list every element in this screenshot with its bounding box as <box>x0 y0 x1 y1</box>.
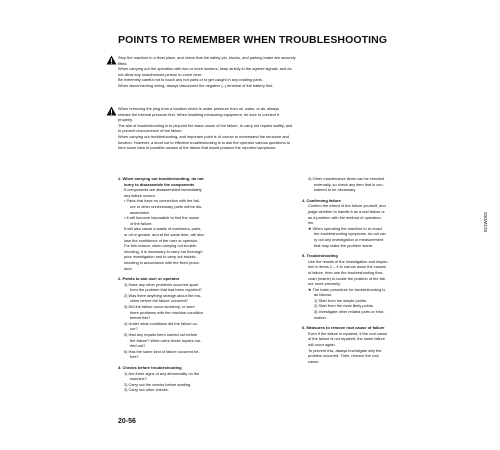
text-line: To prevent this, always investigate why the <box>308 347 382 353</box>
text-line: 1) Have any other problems occurred apart <box>124 281 199 287</box>
section <box>118 365 296 393</box>
text-line: 3) Carry out other checks. <box>124 387 169 393</box>
text-line: For this reason, when carrying out trouble- <box>124 243 198 249</box>
text-line: • Parts that have no connection with the fail- <box>124 198 200 204</box>
text-line: ry out any investigation or measurement <box>314 236 384 242</box>
right-column <box>302 176 480 369</box>
section-title: 6. Measures to remove root cause of failure <box>302 325 385 331</box>
warning-line: When carrying out troubleshooting, and important point is of course to understand the structure and <box>118 133 289 139</box>
text-line: sidered to be necessary. <box>314 187 357 193</box>
text-line: 4) Other maintenance items can be checked <box>308 176 385 181</box>
text-line: chine before the failure occurred? <box>130 298 188 304</box>
text-line: shooting, it is necessary to carry out thorough <box>124 248 203 254</box>
warning-line: Stop the machine in a level place, and check that the safety pin, blocks, and parking brake are securely <box>118 55 296 60</box>
text-line: ★ The basic procedure for troubleshooting is <box>308 286 386 292</box>
text-line: prior investigation and to carry out trouble- <box>124 254 197 260</box>
warning-line: function. However, a short cut to effective troubleshooting is to ask the operator various questions to <box>118 139 290 145</box>
text-line: tion in items 2 – 4 to narrow down the causes <box>308 264 387 270</box>
text-line: problem occurred. Then, remove the root <box>308 353 379 359</box>
page-number: 20-56 <box>118 418 136 425</box>
text-line: there problems with the machine condition <box>130 309 203 315</box>
warning-line: When carrying out the operation with two or more workers, keep strictly to the agreed signals, and do <box>118 66 292 72</box>
text-line: 1) Are there signs of any abnormality on the <box>124 370 200 376</box>
text-line: hurry to disassemble the components <box>124 181 195 187</box>
text-line: judge whether to handle it as a real failure or <box>308 208 385 214</box>
text-line: cause. <box>308 358 320 364</box>
text-line: as a problem with the method of operation, <box>308 214 382 220</box>
text-line: machine? <box>130 376 147 382</box>
text-line: It will also cause a waste of manhours, parts, <box>124 226 202 232</box>
section <box>302 253 480 320</box>
text-line: Use the results of the investigation and inspec- <box>308 258 389 264</box>
text-line: Confirm the extent of the failure yourself, and <box>308 203 386 209</box>
text-line: 3) Investigate other related parts or infor- <box>314 309 385 315</box>
warning-text-1 <box>118 55 480 89</box>
page-title: POINTS TO REMEMBER WHEN TROUBLESHOOTING <box>118 34 388 46</box>
text-line: that may make the problem worse. <box>314 242 374 248</box>
warning-triangle-icon <box>106 106 117 116</box>
text-line: 2) Start from the most likely points. <box>314 303 374 309</box>
text-line: of the failure is not repaired, the same failure <box>308 336 385 342</box>
text-line: 6) Has the same kind of failure occurred be- <box>124 348 200 354</box>
warning-line: fitted. <box>118 60 128 66</box>
text-line: lose the confidence of the user or operator. <box>124 237 198 243</box>
warning-line: not allow any unauthorized person to come near. <box>118 71 202 77</box>
warning-line: properly. <box>118 117 133 123</box>
text-line: from the problem that has been reported? <box>130 287 202 293</box>
warning-block-1 <box>118 55 480 89</box>
warning-text-2 <box>118 106 480 151</box>
section <box>118 276 296 360</box>
section-title: 2. Points to ask user or operator <box>118 276 180 282</box>
warning-line: When removing the plug from a location which is under pressure from oil, water, or air, always <box>118 106 280 111</box>
section <box>302 198 480 248</box>
text-line: 2) Was there anything strange about the ma- <box>124 292 202 298</box>
text-line: • It will become impossible to find the cause <box>124 215 200 221</box>
text-line: the failure? When were these repairs car- <box>130 337 202 343</box>
text-line: ure more precisely. <box>308 281 341 287</box>
text-line: 1) Start from the simple points. <box>314 297 367 303</box>
warning-line: When disconnecting wiring, always disconnect the negative (–) terminal of the battery first. <box>118 82 274 88</box>
section-title: 1. When carrying out troubleshooting, do not <box>118 176 204 181</box>
text-line: shooting in accordance with the fixed proce- <box>124 259 200 265</box>
text-line: of failure, then use the troubleshooting flow- <box>308 269 384 275</box>
text-line: any failure occurs: <box>124 192 156 198</box>
side-code: 021WD02 <box>483 211 488 232</box>
warning-triangle-icon <box>106 55 117 65</box>
warning-line: The aim of troubleshooting is to pinpoint the basic cause of the failure, to carry out repairs swiftly, and <box>118 122 293 128</box>
text-line: assembled <box>130 209 149 215</box>
text-line: Even if the failure is repaired, if the root cause <box>308 330 388 336</box>
text-line: dure. <box>124 265 133 271</box>
warning-block-2 <box>118 106 480 151</box>
text-line: ried out? <box>130 343 146 349</box>
text-line: before this? <box>130 315 151 321</box>
text-line: or oil or grease, and at the same time, will also <box>124 231 205 237</box>
text-line: ure or other unnecessary parts will be dis- <box>130 203 203 209</box>
warning-line: form some idea of possible causes of the failure that would produce the reported symptoms. <box>118 145 277 151</box>
section <box>302 325 480 364</box>
section <box>118 176 296 271</box>
text-line: will occur again. <box>308 342 336 348</box>
text-line: cur? <box>130 326 138 332</box>
text-line: mation. <box>314 314 327 320</box>
warning-line: to prevent reoccurrence of the failure. <box>118 128 183 134</box>
section-title: 3. Checks before troubleshooting <box>118 365 182 370</box>
warning-line: Be extremely careful not to touch any hot parts or to get caught in any rotating parts. <box>118 77 263 83</box>
left-column <box>118 176 296 398</box>
text-line: 5) Had any repairs been carried out before <box>124 332 198 338</box>
text-line: etc. <box>308 220 315 226</box>
warning-line: release the internal pressure first. When installing measuring equipment, be sure to connect it <box>118 111 279 117</box>
text-line: chart (matrix) to locate the position of the fail- <box>308 275 386 281</box>
section-title: 5. Troubleshooting <box>302 253 338 259</box>
text-line: If components are disassembled immediately <box>124 187 202 193</box>
text-line: 4) Under what conditions did the failure oc- <box>124 320 198 326</box>
text-line: externally, so check any item that is con- <box>314 181 384 187</box>
text-line: 2) Carry out the checks before starting. <box>124 381 192 387</box>
text-line: fore? <box>130 354 139 360</box>
text-line: as follows. <box>314 292 333 298</box>
section-title: 4. Confirming failure <box>302 197 341 203</box>
section <box>302 176 480 193</box>
text-line: of the failure. <box>130 220 153 226</box>
text-line: ★ When operating the machine to re-enact <box>308 225 382 231</box>
text-line: the troubleshooting symptoms, do not car- <box>314 231 387 237</box>
text-line: 3) Did the failure occur suddenly, or were <box>124 304 195 310</box>
